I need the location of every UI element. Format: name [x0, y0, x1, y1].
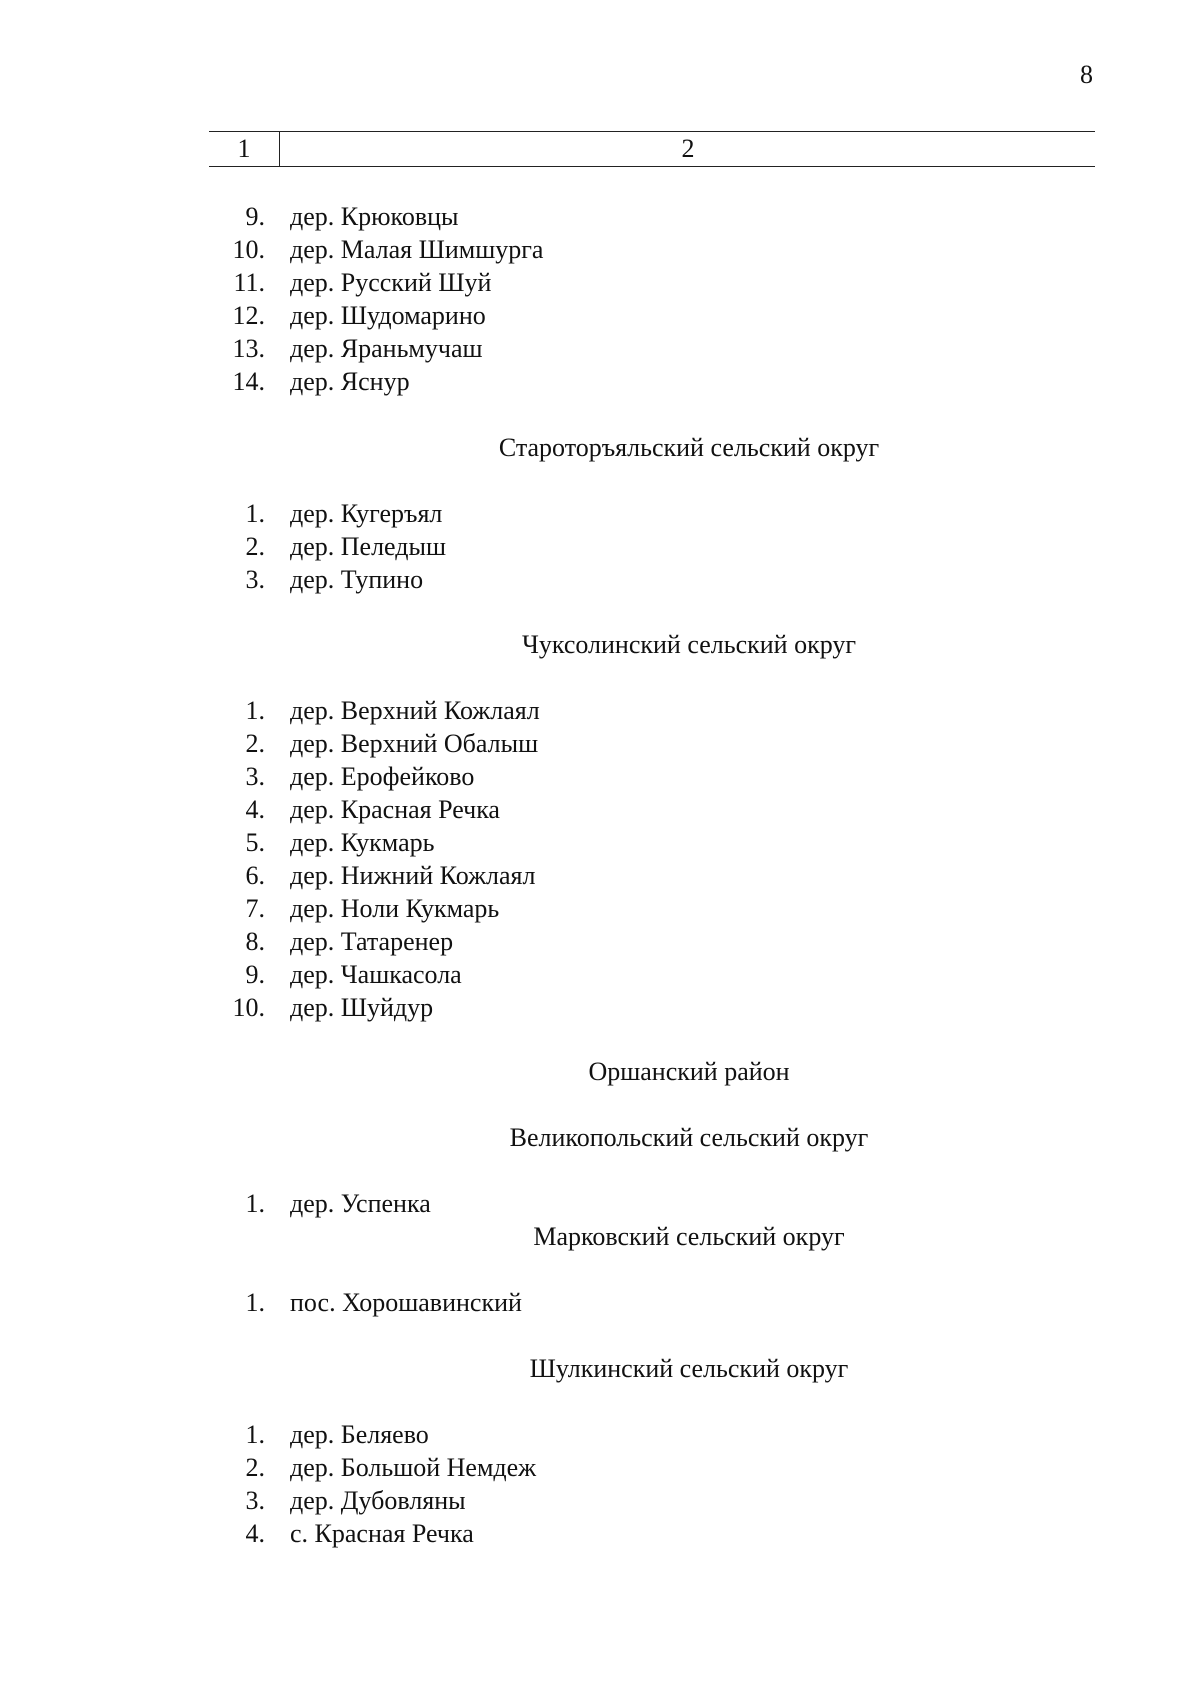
- item-text: дер. Ноли Кукмарь: [290, 894, 500, 923]
- item-number: 6.: [245, 861, 265, 890]
- list-item: [0, 332, 1200, 365]
- settlement-list-chuksolinsky: [0, 694, 1200, 1024]
- column-header-table: [209, 131, 1095, 167]
- list-item: [0, 892, 1200, 925]
- list-item: [0, 563, 1200, 596]
- column-header-2: 2: [681, 134, 695, 163]
- list-item: [0, 793, 1200, 826]
- section-heading-velikopolsky: Великопольский сельский округ: [509, 1123, 869, 1152]
- settlement-list-markovsky: [0, 1286, 1200, 1319]
- list-item: [0, 233, 1200, 266]
- list-item: [0, 299, 1200, 332]
- settlement-list-shulkinsky: [0, 1418, 1200, 1550]
- list-item: [0, 497, 1200, 530]
- item-text: дер. Большой Немдеж: [290, 1453, 537, 1482]
- section-heading-starotoryalsky: Староторъяльский сельский округ: [498, 433, 880, 462]
- item-number: 8.: [245, 927, 265, 956]
- list-item: [0, 1418, 1200, 1451]
- item-text: с. Красная Речка: [290, 1519, 474, 1548]
- list-item: [0, 1517, 1200, 1550]
- list-item: [0, 200, 1200, 233]
- item-number: 2.: [245, 532, 265, 561]
- section-heading-shulkinsky: Шулкинский сельский округ: [529, 1354, 849, 1383]
- list-item: [0, 694, 1200, 727]
- district-heading-orshansky: Оршанский район: [588, 1057, 790, 1086]
- list-item: [0, 859, 1200, 892]
- item-text: дер. Успенка: [290, 1189, 431, 1218]
- settlement-list-velikopolsky: [0, 1187, 1200, 1220]
- item-number: 2.: [245, 729, 265, 758]
- item-number: 13.: [232, 334, 265, 363]
- item-text: дер. Тупино: [290, 565, 424, 594]
- item-text: дер. Яснур: [290, 367, 410, 396]
- item-text: дер. Чашкасола: [290, 960, 462, 989]
- item-number: 14.: [232, 367, 265, 396]
- list-item: [0, 1286, 1200, 1319]
- item-number: 1.: [245, 1288, 265, 1317]
- list-item: [0, 365, 1200, 398]
- list-item: [0, 1187, 1200, 1220]
- column-header-1: 1: [209, 132, 280, 166]
- item-text: дер. Верхний Кожлаял: [290, 696, 540, 725]
- item-text: пос. Хорошавинский: [290, 1288, 522, 1317]
- item-text: дер. Яраньмучаш: [290, 334, 483, 363]
- item-number: 1.: [245, 696, 265, 725]
- item-text: дер. Пеледыш: [290, 532, 446, 561]
- item-text: дер. Беляево: [290, 1420, 429, 1449]
- item-text: дер. Красная Речка: [290, 795, 500, 824]
- item-number: 10.: [232, 235, 265, 264]
- list-item: [0, 1451, 1200, 1484]
- item-number: 12.: [232, 301, 265, 330]
- section-heading-markovsky: Марковский сельский округ: [533, 1222, 845, 1251]
- item-text: дер. Ерофейково: [290, 762, 475, 791]
- list-item: [0, 991, 1200, 1024]
- item-text: дер. Шудомарино: [290, 301, 486, 330]
- item-number: 9.: [245, 960, 265, 989]
- item-text: дер. Крюковцы: [290, 202, 459, 231]
- item-text: дер. Кугеръял: [290, 499, 443, 528]
- item-number: 3.: [245, 565, 265, 594]
- item-text: дер. Дубовляны: [290, 1486, 466, 1515]
- item-number: 1.: [245, 1189, 265, 1218]
- list-item: [0, 727, 1200, 760]
- item-text: дер. Нижний Кожлаял: [290, 861, 536, 890]
- item-text: дер. Малая Шимшурга: [290, 235, 544, 264]
- list-item: [0, 530, 1200, 563]
- item-number: 10.: [232, 993, 265, 1022]
- item-number: 3.: [245, 1486, 265, 1515]
- list-item: [0, 266, 1200, 299]
- page-number: 8: [1080, 60, 1093, 89]
- list-item: [0, 1484, 1200, 1517]
- item-number: 4.: [245, 1519, 265, 1548]
- item-number: 2.: [245, 1453, 265, 1482]
- item-number: 5.: [245, 828, 265, 857]
- item-text: дер. Шуйдур: [290, 993, 434, 1022]
- item-text: дер. Кукмарь: [290, 828, 435, 857]
- item-number: 7.: [245, 894, 265, 923]
- item-text: дер. Русский Шуй: [290, 268, 492, 297]
- item-text: дер. Верхний Обалыш: [290, 729, 539, 758]
- section-heading-chuksolinsky: Чуксолинский сельский округ: [521, 630, 857, 659]
- item-number: 3.: [245, 762, 265, 791]
- item-number: 9.: [245, 202, 265, 231]
- item-text: дер. Татаренер: [290, 927, 454, 956]
- item-number: 11.: [233, 268, 265, 297]
- list-item: [0, 925, 1200, 958]
- settlement-list-starotoryalsky: [0, 497, 1200, 596]
- settlement-list-continued: [0, 200, 1200, 398]
- item-number: 1.: [245, 1420, 265, 1449]
- item-number: 4.: [245, 795, 265, 824]
- item-number: 1.: [245, 499, 265, 528]
- list-item: [0, 958, 1200, 991]
- list-item: [0, 826, 1200, 859]
- list-item: [0, 760, 1200, 793]
